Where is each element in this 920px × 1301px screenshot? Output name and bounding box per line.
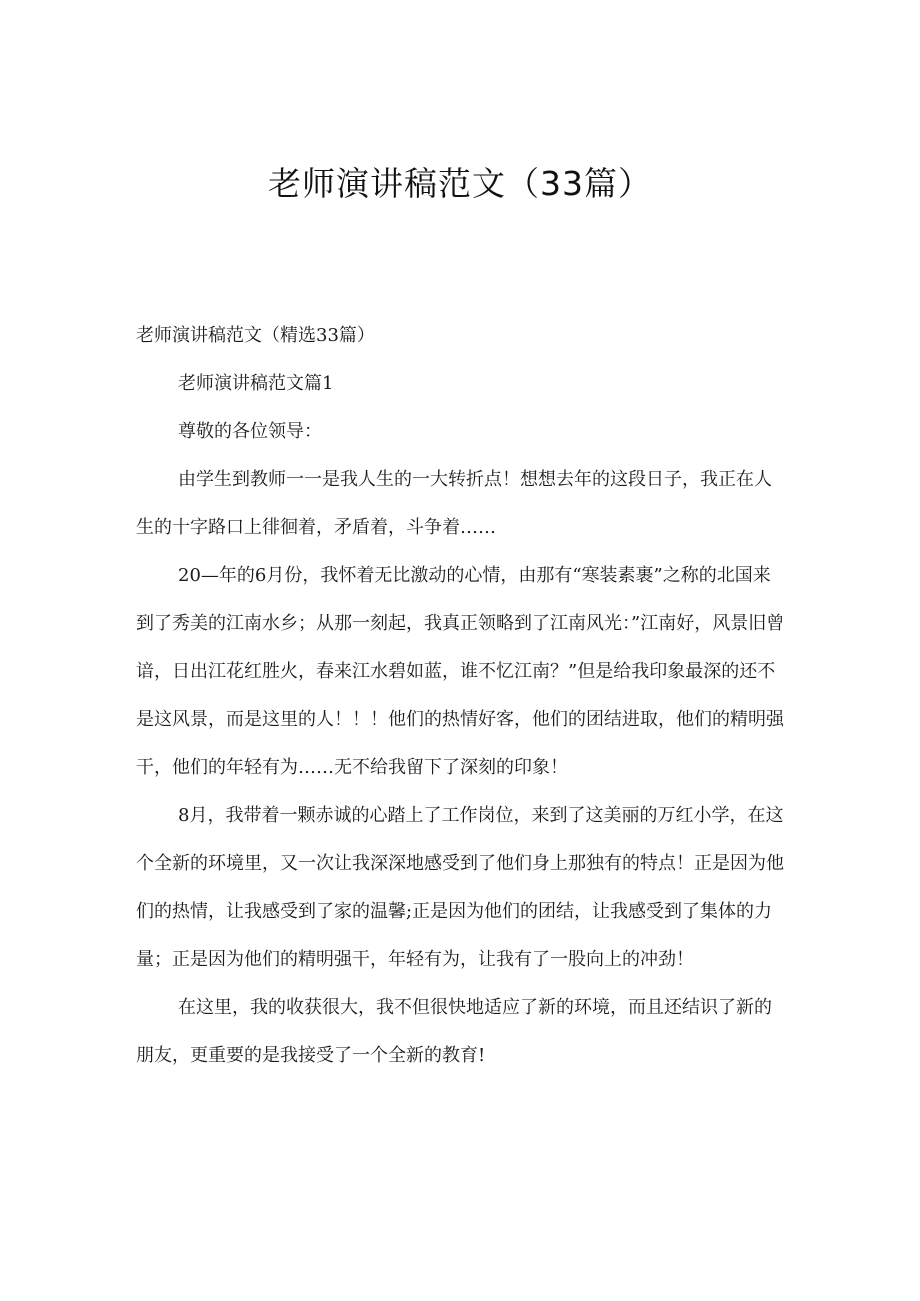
body-paragraph: 由学生到教师一一是我人生的一大转折点！想想去年的这段日子，我正在人生的十字路口上徘徊着，矛盾着，斗争着…… (136, 469, 772, 538)
body-paragraph: 20—年的6月份，我怀着无比激动的心情，由那有“寒装素裹”之称的北国来到了秀美的江南水乡；从那一刻起，我真正领略到了江南风光：”江南好，风景旧曾谙，日出江花红胜火，春来江水碧如蓝，谁不忆江南？”但是给我印象最深的还不是这风景，而是这里的人！！！他们的热情好客，他们的团结进取，他们的精明强干，他们的年轻有为……无不给我留下了深刻的印象！ (136, 565, 785, 778)
document-body (136, 312, 786, 1080)
document-subtitle: 老师演讲稿范文（精选33篇） (136, 325, 375, 346)
body-paragraph: 在这里，我的收获很大，我不但很快地适应了新的环境，而且还结识了新的朋友，更重要的是我接受了一个全新的教育! (136, 997, 772, 1066)
salutation: 尊敬的各位领导： (178, 421, 322, 442)
body-paragraph: 8月，我带着一颗赤诚的心踏上了工作岗位，来到了这美丽的万红小学，在这个全新的环境里，又一次让我深深地感受到了他们身上那独有的特点！正是因为他们的热情，让我感受到了家的温馨;正是因为他们的团结，让我感受到了集体的力量；正是因为他们的精明强干，年轻有为，让我有了一股向上的冲劲！ (136, 805, 784, 970)
document-title: 老师演讲稿范文（33篇） (268, 164, 652, 203)
section-heading: 老师演讲稿范文篇1 (178, 373, 334, 394)
